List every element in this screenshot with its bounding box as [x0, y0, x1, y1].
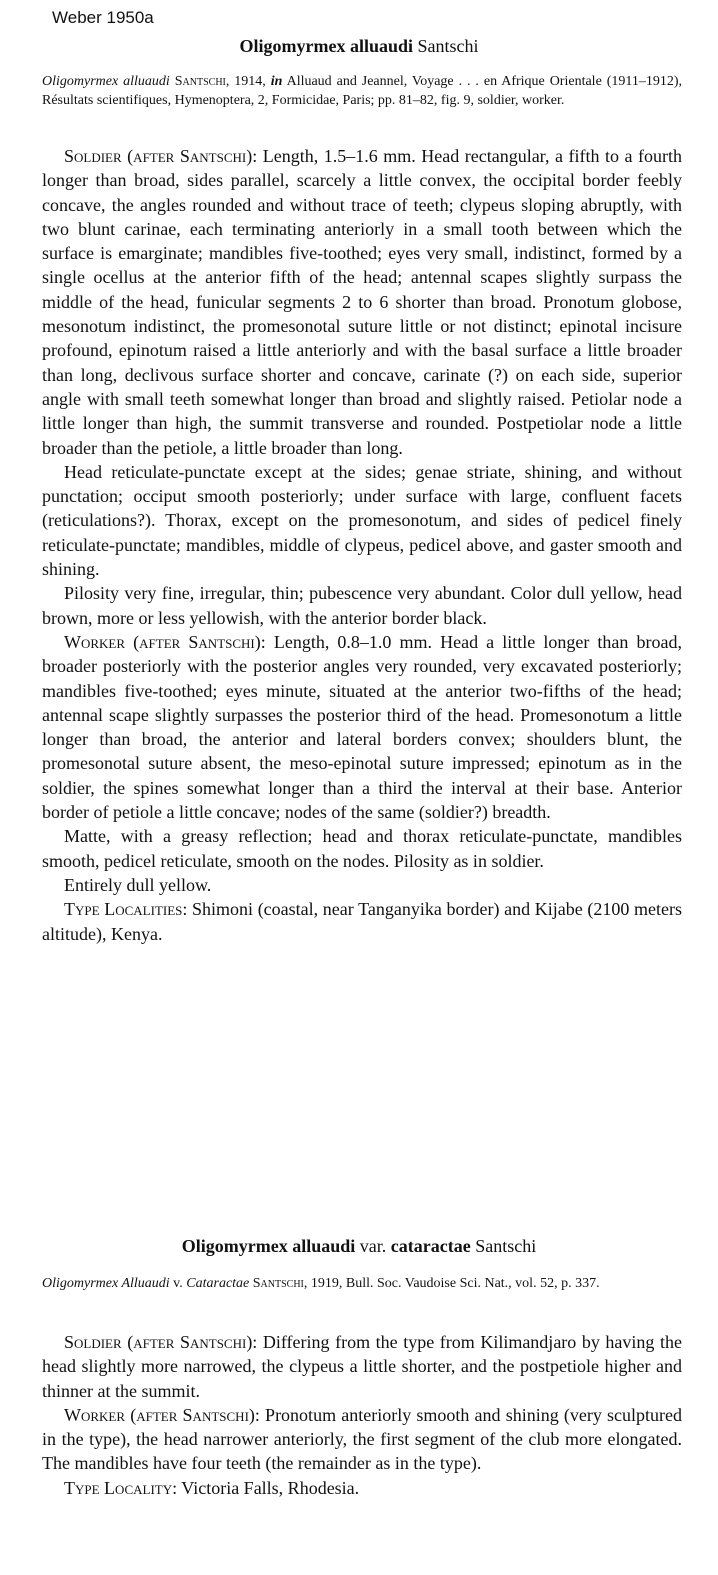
- variety-type-locality-paragraph: [42, 1476, 682, 1500]
- pilosity-paragraph: Pilosity very fine, irregular, thin; pubescence very abundant. Color dull yellow, head brown, more or less yellowish, with the anterior border black.: [42, 583, 682, 628]
- citation-year: , 1914,: [225, 74, 271, 89]
- variety-worker-text: Pronotum anteriorly smooth and shining (very sculptured in the type), the head narrower anteriorly, the first segment of the club more elongated. The mandibles have four teeth (the remainder as in the type).: [42, 1404, 682, 1474]
- variety-soldier-text: Differing from the type from Kilimandjaro by having the head slightly more narrowed, the clypeus a little shorter, and the postpetiole higher and thinner at the summit.: [42, 1332, 682, 1401]
- variety-citation-v: v.: [169, 1276, 187, 1291]
- type-localities-heading: Type Localities:: [64, 899, 188, 920]
- worker-paragraph: [42, 630, 682, 824]
- variety-var: var.: [355, 1236, 391, 1256]
- variety-type-locality-text: Victoria Falls, Rhodesia.: [177, 1477, 360, 1498]
- type-localities-paragraph: [42, 897, 682, 946]
- variety-soldier-heading: Soldier (after Santschi):: [64, 1332, 258, 1352]
- species-name: Oligomyrmex alluaudi: [239, 36, 413, 56]
- variety-citation-rest: , 1919, Bull. Soc. Vaudoise Sci. Nat., vol. 52, p. 337.: [303, 1276, 600, 1291]
- soldier-text: Length, 1.5–1.6 mm. Head rectangular, a fifth to a fourth longer than broad, sides parallel, scarcely a little convex, the occipital border feebly concave, the angles rounded and without trace of teeth; clypeus sloping abruptly, with two blunt carinae, each terminating anteriorly in a small tooth between which the surface is emarginate; mandibles five-toothed; eyes very small, indistinct, formed by a single ocellus at the anterior fifth of the head; antennal scapes slightly surpass the middle of the head, funicular segments 2 to 6 shorter than broad. Pronotum globose, mesonotum indistinct, the promesonotal suture little or not distinct; epinotal incisure profound, epinotum raised a little anteriorly and with the basal surface a little broader than long, declivous surface shorter and concave, carinate (?) on each side, superior angle with small teeth somewhat longer than broad and slightly raised. Petiolar node a little longer than high, the summit transverse and rounded. Postpetiolar node a little broader than the petiole, a little broader than long.: [42, 146, 682, 458]
- soldier-heading: Soldier (after Santschi):: [64, 146, 258, 166]
- variety-description: [42, 1330, 682, 1500]
- citation-author: Santschi: [174, 74, 226, 89]
- worker-heading: Worker (after Santschi):: [64, 631, 266, 652]
- variety-title: [0, 1236, 718, 1257]
- citation-rest: Alluaud and Jeannel, Voyage . . . en Afrique Orientale (1911–1912), Résultats scientifiques, Hymenoptera, 2, Formicidae, Paris; pp. 81–82, fig. 9, soldier, worker.: [42, 74, 683, 108]
- variety-author: Santschi: [470, 1236, 537, 1256]
- variety-name: cataractae: [390, 1236, 471, 1256]
- worker-text: Length, 0.8–1.0 mm. Head a little longer than broad, broader posteriorly with the posterior angles very rounded, very excavated posteriorly; mandibles five-toothed; eyes minute, situated at the anterior two-fifths of the head; antennal scape slightly surpasses the posterior third of the head. Promesonotum a little longer than broad, the anterior and lateral borders convex; shoulders blunt, the promesonotal suture absent, the meso-epinotal suture impressed; epinotum as in the soldier, the spines somewhat longer than a third the interval at their base. Anterior border of petiole a little concave; nodes of the same (soldier?) breadth.: [42, 631, 682, 823]
- variety-citation-author: Santschi: [249, 1276, 304, 1291]
- species-title: [0, 36, 718, 57]
- variety-type-locality-heading: Type Locality:: [64, 1477, 178, 1498]
- variety-citation: [42, 1274, 682, 1293]
- source-label: Weber 1950a: [52, 8, 154, 27]
- variety-species-name: Oligomyrmex alluaudi: [181, 1236, 356, 1256]
- species-description: [42, 144, 682, 946]
- soldier-paragraph: [42, 144, 682, 460]
- worker-sculpture-paragraph: Matte, with a greasy reflection; head and thorax reticulate-punctate, mandibles smooth, pedicel reticulate, smooth on the nodes. Pilosity as in soldier.: [42, 826, 682, 871]
- sculpture-paragraph: Head reticulate-punctate except at the sides; genae striate, shining, and without punctation; occiput smooth posteriorly; under surface with large, confluent facets (reticulations?). Thorax, except on the promesonotum, and sides of pedicel finely reticulate-punctate; mandibles, middle of clypeus, pedicel above, and gaster smooth and shining.: [42, 461, 682, 580]
- type-localities-text: Shimoni (coastal, near Tanganyika border) and Kijabe (2100 meters altitude), Kenya.: [42, 899, 682, 944]
- citation-in: in: [270, 74, 283, 89]
- worker-color-paragraph: Entirely dull yellow.: [64, 874, 212, 895]
- variety-worker-paragraph: [42, 1403, 682, 1476]
- variety-worker-heading: Worker (after Santschi):: [64, 1404, 260, 1425]
- variety-citation-var: Cataractae: [186, 1276, 250, 1291]
- species-citation: [42, 72, 682, 110]
- species-author: Santschi: [417, 36, 479, 56]
- variety-soldier-paragraph: [42, 1330, 682, 1403]
- variety-citation-name: Oligomyrmex Alluaudi: [42, 1276, 170, 1291]
- citation-name: Oligomyrmex alluaudi: [42, 74, 170, 89]
